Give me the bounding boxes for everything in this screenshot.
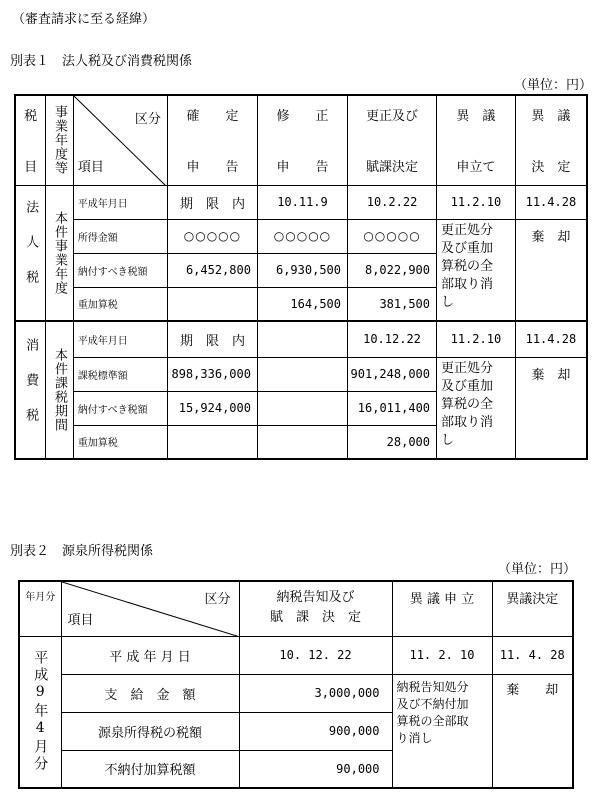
t2-header-kubun-koumoku: 区分 項目 (61, 581, 239, 636)
table-cell: 源泉所得税の税額 (61, 712, 239, 750)
t2-header-igi-kettei: 異議決定 (492, 581, 573, 636)
table1-unit: （単位：円） (514, 78, 593, 93)
table-cell: 11. 2. 10 (392, 636, 492, 674)
table-cell: 11. 4. 28 (492, 636, 573, 674)
header-kubun-koumoku: 区分 項目 (73, 95, 167, 185)
hojin-kettei-result: 棄 却 (515, 219, 587, 321)
t2-header-igi-moushitate: 異 議 申 立 (392, 581, 492, 636)
table-cell: ○○○○○ (167, 219, 257, 253)
header-shusei: 修 正 申 告 (257, 95, 347, 185)
table-cell: 6,452,800 (167, 253, 257, 287)
table-cell: 所得金額 (73, 219, 167, 253)
table-cell: 901,248,000 (348, 357, 437, 391)
table-cell (167, 425, 257, 459)
header-igi-moushitate: 異 議 申立て (437, 95, 516, 185)
t2-header-period: 年月分 (19, 581, 61, 636)
header-tax: 税 目 (15, 95, 46, 185)
table-cell: 納付すべき税額 (73, 391, 167, 425)
table-cell: 平成年月日 (73, 321, 167, 357)
table-cell (257, 391, 347, 425)
table-cell: 不納付加算税額 (61, 750, 239, 788)
table-cell: 支 給 金 額 (61, 674, 239, 712)
table-cell: 11.2.10 (437, 185, 516, 219)
table-cell: 課税標準額 (73, 357, 167, 391)
table-cell: 164,500 (257, 287, 347, 321)
table-cell (257, 425, 347, 459)
table-cell (257, 357, 347, 391)
shohi-moushitate-result: 更正処分 及び重加 算税の全 部取り消 し (437, 357, 516, 459)
table-cell: 10.2.22 (348, 185, 437, 219)
table-cell: 3,000,000 (239, 674, 392, 712)
t2-kettei-result: 棄 却 (492, 674, 573, 788)
table-cell: 6,930,500 (257, 253, 347, 287)
header-period: 事業年度等 (46, 95, 74, 185)
table-cell: 900,000 (239, 712, 392, 750)
table-cell: 16,011,400 (348, 391, 437, 425)
header-kosei: 更正及び 賦課決定 (348, 95, 437, 185)
table2-unit: （単位：円） (498, 562, 577, 577)
table-cell (257, 321, 347, 357)
table-cell: 90,000 (239, 750, 392, 788)
table-cell: 15,924,000 (167, 391, 257, 425)
table-cell: 10. 12. 22 (239, 636, 392, 674)
table-cell: 10.11.9 (257, 185, 347, 219)
shohi-period: 本件課税期間 (46, 321, 74, 459)
table-cell: 11.2.10 (437, 321, 516, 357)
table-cell: 10.12.22 (348, 321, 437, 357)
table-cell: 11.4.28 (515, 321, 587, 357)
table-cell: 28,000 (348, 425, 437, 459)
table-cell: 期 限 内 (167, 321, 257, 357)
table-cell: 重加算税 (73, 287, 167, 321)
shohi-tax-name: 消費税 (15, 321, 46, 459)
table-cell: ○○○○○ (348, 219, 437, 253)
table-cell (167, 287, 257, 321)
table-cell: 11.4.28 (515, 185, 587, 219)
hojin-tax-name: 法人税 (15, 185, 46, 321)
header-kakutei: 確 定 申 告 (167, 95, 257, 185)
table-cell: 重加算税 (73, 425, 167, 459)
table-cell: 平成年月日 (73, 185, 167, 219)
table-cell: ○○○○○ (257, 219, 347, 253)
hojin-period: 本件事業年度 (46, 185, 74, 321)
table2 (18, 580, 574, 789)
table2-caption: 別表２ 源泉所得税関係 (10, 544, 154, 559)
t2-period: 平成9年4月分 (19, 636, 61, 788)
table-cell: 381,500 (348, 287, 437, 321)
table-cell: 期 限 内 (167, 185, 257, 219)
t2-moushitate-result: 納税告知処分 及び不納付加 算税の全部取 り消し (392, 674, 492, 788)
header-igi-kettei: 異 議 決 定 (515, 95, 587, 185)
hojin-moushitate-result: 更正処分 及び重加 算税の全 部取り消 し (437, 219, 516, 321)
table-cell: 8,022,900 (348, 253, 437, 287)
shohi-kettei-result: 棄 却 (515, 357, 587, 459)
page-heading: （審査請求に至る経緯） (12, 12, 156, 27)
table-cell: 納付すべき税額 (73, 253, 167, 287)
table1-caption: 別表１ 法人税及び消費税関係 (10, 54, 193, 69)
table-cell: 898,336,000 (167, 357, 257, 391)
t2-header-notice: 納税告知及び 賦 課 決 定 (239, 581, 392, 636)
table1 (14, 94, 588, 460)
table-cell: 平 成 年 月 日 (61, 636, 239, 674)
